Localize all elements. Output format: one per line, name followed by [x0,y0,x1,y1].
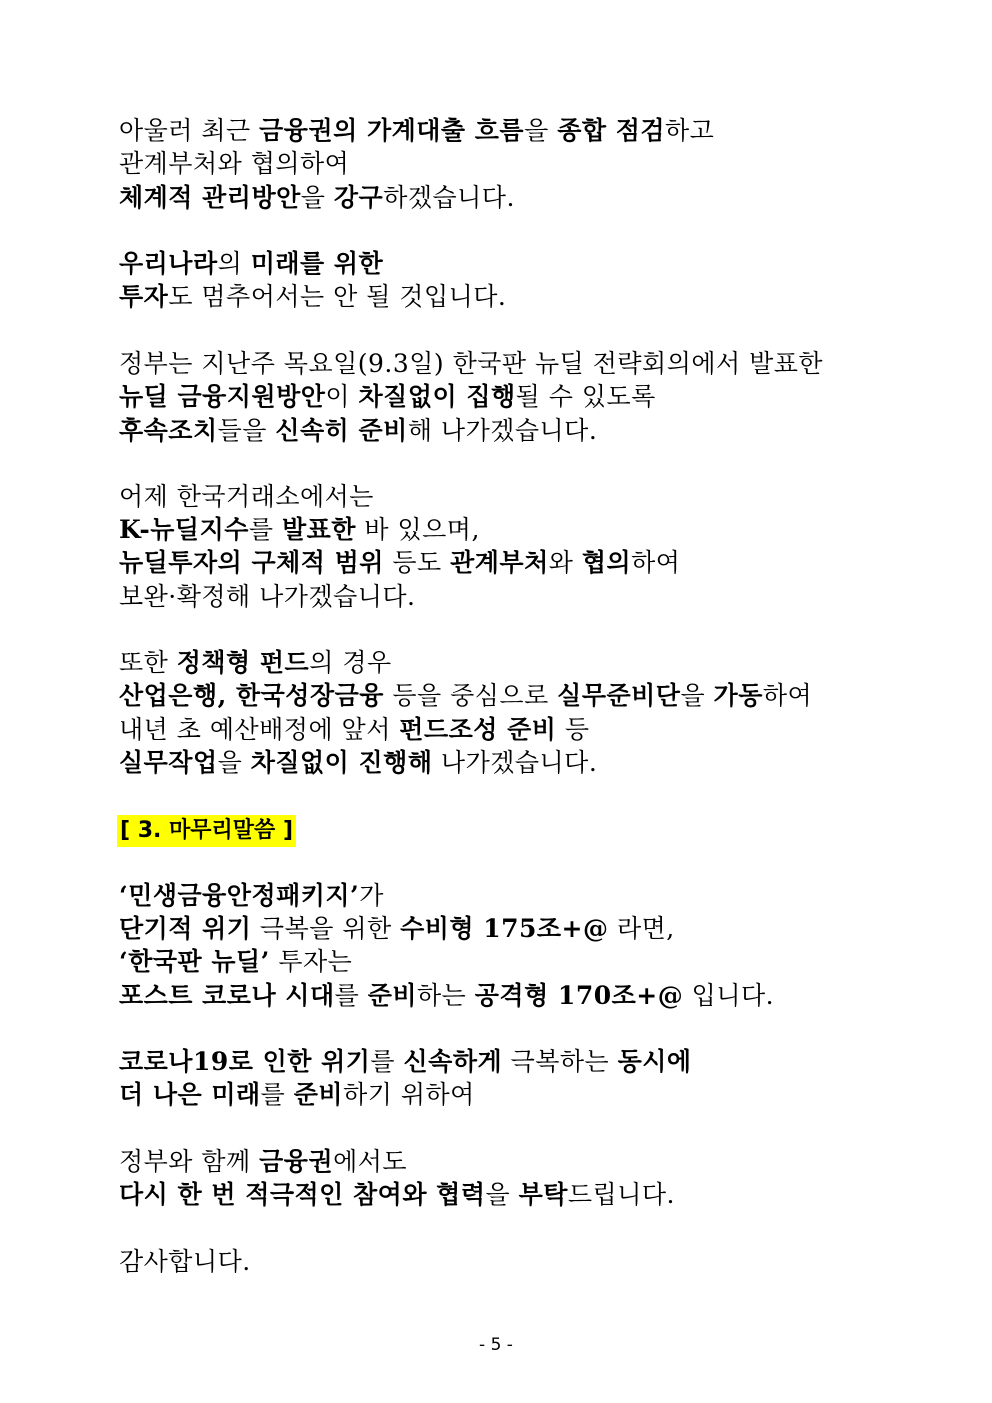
text-run: 를 [370,1047,404,1076]
bold-text-run: 강구 [333,183,384,212]
paragraph-3-line-3 [119,414,879,448]
text-run: 의 경우 [309,648,392,677]
text-run: 와 [548,548,582,577]
text-run: 을 [524,116,558,145]
paragraph-5-line-2 [119,679,879,713]
bold-text-run: 펀드조성 준비 [399,715,557,744]
bold-text-run: 산업은행, 한국성장금융 [119,681,384,710]
bold-text-run: 동시에 [617,1047,692,1076]
paragraph-5-line-3 [119,713,879,747]
bold-text-run: 수비형 175조+@ [400,914,609,943]
bold-text-run: 공격형 170조+@ [474,981,684,1010]
text-run: 관계부처와 협의하여 [119,149,350,178]
paragraph-7-line-1 [119,1045,879,1079]
text-run: 을 [217,748,251,777]
bold-text-run: 투자 [119,282,169,311]
paragraph-1-line-2 [119,147,879,181]
text-run: 들을 [217,416,276,445]
paragraph-1-line-3 [119,181,879,215]
bold-text-run: ‘민생금융안정패키지’ [119,881,360,910]
text-run: 하고 [665,116,715,145]
text-run: 를 [248,515,282,544]
bold-text-run: 더 나은 미래 [119,1080,261,1109]
bold-text-run: 신속히 준비 [275,416,408,445]
text-run: 정부는 지난주 목요일(9.3일) 한국판 뉴딜 전략회의에서 발표한 [119,349,824,378]
bold-text-run: 단기적 위기 [119,914,252,943]
text-run: 나가겠습니다. [432,748,598,777]
text-run: 등 [556,715,590,744]
paragraph-9-line-1 [119,1245,879,1279]
bold-text-run: 준비 [367,981,418,1010]
bold-text-run: 실무작업 [119,748,218,777]
text-run: 바 있으며, [355,515,480,544]
text-run: 드립니다. [567,1180,675,1209]
bold-text-run: 신속하게 [403,1047,503,1076]
bold-text-run: 금융권의 가계대출 흐름 [259,116,525,145]
text-run: 라면, [608,914,675,943]
text-run: 도 멈추어서는 안 될 것입니다. [168,282,507,311]
bold-text-run: 코로나19로 인한 위기 [119,1047,371,1076]
paragraph-6-line-4 [119,979,879,1013]
bold-text-run: 종합 점검 [557,116,665,145]
bold-text-run: ‘한국판 뉴딜’ [119,947,270,976]
bold-text-run: 미래를 위한 [250,249,384,278]
text-run: 해 나가겠습니다. [407,416,598,445]
paragraph-2-line-2 [119,280,879,314]
bold-text-run: 뉴딜 금융지원방안 [119,382,326,411]
text-run: 극복하는 [502,1047,618,1076]
paragraph-7-line-2 [119,1078,879,1112]
bold-text-run: 포스트 코로나 시대 [119,981,335,1010]
bold-text-run: 부탁 [518,1180,568,1209]
bold-text-run: 차질없이 진행해 [250,748,433,777]
paragraph-4-line-1 [119,480,879,514]
paragraph-6-line-2 [119,912,879,946]
text-run: 하여 [762,681,813,710]
page-number: - 5 - [479,1335,513,1355]
text-run: 투자는 [269,947,353,976]
text-run: 를 [334,981,368,1010]
bold-text-run: 관계부처 [450,548,549,577]
bold-text-run: 발표한 [282,515,356,544]
bold-text-run: 준비 [293,1080,344,1109]
paragraph-4-line-4 [119,580,879,614]
bold-text-run: 후속조치 [119,416,218,445]
text-run: 등도 [383,548,451,577]
text-run: 입니다. [683,981,775,1010]
text-run: 을 [300,183,334,212]
bold-text-run: 금융권 [259,1147,334,1176]
bold-text-run: 협의 [581,548,632,577]
text-run: 어제 한국거래소에서는 [119,482,374,511]
paragraph-8-line-1 [119,1145,879,1179]
bold-text-run: 뉴딜투자의 구체적 범위 [119,548,384,577]
bold-text-run: 정책형 펀드 [176,648,310,677]
paragraph-6-line-3 [119,945,879,979]
text-run: 가 [359,881,384,910]
text-run: 감사합니다. [119,1247,251,1276]
paragraph-4-line-2 [119,513,879,547]
paragraph-4-line-3 [119,546,879,580]
text-run: 아울러 최근 [119,116,260,145]
paragraph-5-line-4 [119,746,879,780]
paragraph-5-line-1 [119,646,879,680]
bold-text-run: 가동 [713,681,763,710]
text-run: 의 [217,249,251,278]
paragraph-3-line-1 [119,347,879,381]
section-heading-closing: [ 3. 마무리말씀 ] [117,815,296,847]
text-run: 을 [680,681,714,710]
text-run: 보완·확정해 나가겠습니다. [119,582,416,611]
bold-text-run: 차질없이 집행 [358,382,516,411]
text-run: 정부와 함께 [119,1147,260,1176]
paragraph-3-line-2 [119,380,879,414]
bold-text-run: 실무준비단 [557,681,681,710]
text-run: 내년 초 예산배정에 앞서 [119,715,400,744]
text-run: 를 [260,1080,294,1109]
text-run: 을 [485,1180,519,1209]
bold-text-run: 다시 한 번 적극적인 참여와 협력 [119,1180,486,1209]
text-run: 하여 [631,548,681,577]
text-run: 될 수 있도록 [515,382,656,411]
text-run: 등을 중심으로 [383,681,558,710]
paragraph-8-line-2 [119,1178,879,1212]
bold-text-run: 우리나라 [119,249,218,278]
paragraph-6-line-1 [119,879,879,913]
paragraph-1-line-1 [119,114,879,148]
paragraph-2-line-1 [119,247,879,281]
text-run: 이 [325,382,359,411]
text-run: 하겠습니다. [383,183,515,212]
text-run: 또한 [119,648,177,677]
text-run: 하는 [417,981,475,1010]
bold-text-run: 체계적 관리방안 [119,183,301,212]
text-run: 극복을 위한 [251,914,401,943]
bold-text-run: K-뉴딜지수 [119,515,249,544]
text-run: 하기 위하여 [343,1080,475,1109]
text-run: 에서도 [333,1147,408,1176]
